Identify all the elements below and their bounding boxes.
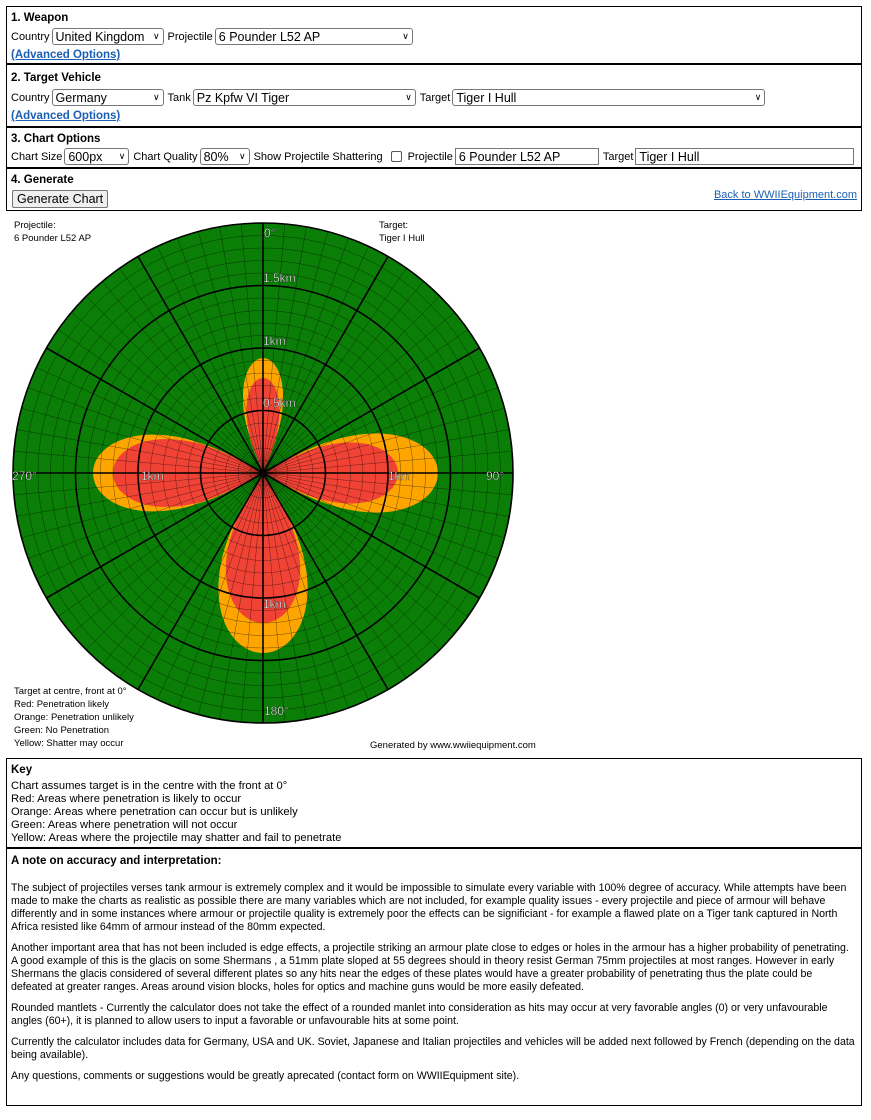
range-label-bottom-1km: 1km <box>263 597 286 611</box>
key-line: Yellow: Areas where the projectile may shatter and fail to penetrate <box>11 832 342 844</box>
target-name: Tiger I Hull <box>379 233 425 244</box>
weapon-country-select[interactable]: United Kingdom ∨ <box>52 28 164 45</box>
range-label-top-1km: 1km <box>263 334 286 348</box>
key-lines <box>11 780 341 845</box>
target-country-label: Country <box>11 91 50 104</box>
note-paragraph: Any questions, comments or suggestions would be greatly aprecated (contact form on WWIIEquipment site). <box>11 1070 520 1082</box>
options-projectile-input[interactable]: 6 Pounder L52 AP <box>455 148 599 165</box>
legend-line: Orange: Penetration unlikely <box>14 712 134 723</box>
angle-label-left: 270° <box>12 469 37 483</box>
target-caption: Target: <box>379 220 409 231</box>
chart-size-select[interactable]: 600px ∨ <box>64 148 129 165</box>
range-label-top-1-5km: 1.5km <box>263 271 296 285</box>
range-label-left-1km: 1km <box>141 469 164 483</box>
note-body <box>11 882 855 1091</box>
target-title: 2. Target Vehicle <box>11 72 101 84</box>
target-panel <box>6 64 862 127</box>
shatter-checkbox[interactable] <box>391 151 402 162</box>
key-line: Green: Areas where penetration will not occur <box>11 819 238 831</box>
chevron-down-icon: ∨ <box>152 92 160 102</box>
back-to-site-link[interactable]: Back to WWIIEquipment.com <box>713 189 857 201</box>
legend-line: Yellow: Shatter may occur <box>14 738 124 749</box>
weapon-title: 1. Weapon <box>11 12 69 24</box>
angle-label-right: 90° <box>486 469 505 483</box>
legend-line: Target at centre, front at 0° <box>14 686 127 697</box>
weapon-projectile-select[interactable]: 6 Pounder L52 AP ∨ <box>215 28 413 45</box>
note-paragraph: Another important area that has not been included is edge effects, a projectile striking an armour plate close to edges or holes in the armour has a higher probability of penetrating. A good example of this is the glacis on some Shermans , a 51mm plate sloped at 55 degrees should in theory resist German 75mm projectiles at most ranges. However in early Shermans the glacis considered of several different plates so any hits near the edges of these plates would have a greater probability of penetrating thus the plate could be defeated at greater ranges. Areas around vision blocks, holes for optics and machine guns would be more easily defeated. <box>11 942 849 993</box>
shatter-label: Show Projectile Shattering <box>253 150 383 163</box>
generate-panel <box>6 168 862 211</box>
key-line: Red: Areas where penetration is likely to occur <box>11 793 242 805</box>
weapon-country-label: Country <box>11 30 50 43</box>
chart-area <box>6 211 862 758</box>
chart-quality-label: Chart Quality <box>133 150 198 163</box>
note-paragraph: Rounded mantlets - Currently the calculator does not take the effect of a rounded manlet into consideration as hits may occur at very favorable angles (0) or very unfavourable angles (60+), it is planned to allow users to input a favorable or unfavourable hits at some point. <box>11 1002 828 1027</box>
chevron-down-icon: ∨ <box>152 31 160 41</box>
weapon-panel <box>6 6 862 64</box>
chevron-down-icon: ∨ <box>238 151 246 161</box>
weapon-advanced-options-link[interactable]: (Advanced Options) <box>11 49 121 61</box>
angle-label-top: 0° <box>264 226 276 240</box>
chevron-down-icon: ∨ <box>405 92 412 102</box>
target-tank-select[interactable]: Pz Kpfw VI Tiger ∨ <box>193 89 416 106</box>
chart-size-label: Chart Size <box>11 150 63 163</box>
angle-label-bottom: 180° <box>264 704 289 718</box>
key-line: Orange: Areas where penetration can occur but is unlikely <box>11 806 298 818</box>
options-target-input[interactable]: Tiger I Hull <box>635 148 854 165</box>
weapon-projectile-label: Projectile <box>167 30 213 43</box>
chart-credit: Generated by www.wwiiequipment.com <box>370 740 536 751</box>
penetration-polar-chart <box>6 218 516 728</box>
legend-line: Red: Penetration likely <box>14 699 110 710</box>
note-paragraph: The subject of projectiles verses tank armour is extremely complex and it would be impossible to simulate every variable with 100% degree of accuracy. While attempts have been made to make the charts as realistic as possible there are many variables which are not included, for example quality issues - every projectile and piece of armour will behave differently and in some instances where armour or projectile quality is extremely poor the effects can be significiant - for example a flawed plate on a Tiger tank captured in North Africa resisted like 64mm of armour instead of the 80mm expected. <box>11 882 847 933</box>
chart-options-title: 3. Chart Options <box>11 133 101 145</box>
projectile-name: 6 Pounder L52 AP <box>14 233 92 244</box>
note-paragraph: Currently the calculator includes data for Germany, USA and UK. Soviet, Japanese and Italian projectiles and vehicles will be added next followed by French (depending on the data being available). <box>11 1036 855 1061</box>
chevron-down-icon: ∨ <box>118 151 126 161</box>
target-country-select[interactable]: Germany ∨ <box>52 89 164 106</box>
chevron-down-icon: ∨ <box>754 92 762 102</box>
legend-line: Green: No Penetration <box>14 725 110 736</box>
note-title: A note on accuracy and interpretation: <box>11 855 222 867</box>
generate-title: 4. Generate <box>11 174 74 186</box>
options-projectile-label: Projectile <box>407 150 453 163</box>
chart-quality-select[interactable]: 80% ∨ <box>200 148 250 165</box>
target-advanced-options-link[interactable]: (Advanced Options) <box>11 110 121 122</box>
key-panel <box>6 758 862 848</box>
target-tank-label: Tank <box>167 91 191 104</box>
generate-chart-button[interactable]: Generate Chart <box>12 190 108 208</box>
target-target-select[interactable]: Tiger I Hull ∨ <box>452 89 765 106</box>
chevron-down-icon: ∨ <box>402 31 409 41</box>
key-line: Chart assumes target is in the centre with the front at 0° <box>11 780 288 792</box>
target-target-label: Target <box>419 91 451 104</box>
chart-options-panel <box>6 127 862 168</box>
accuracy-note-panel <box>6 848 862 1106</box>
projectile-caption: Projectile: <box>14 220 56 231</box>
options-target-label: Target <box>602 150 634 163</box>
range-label-right-1km: 1km <box>388 469 411 483</box>
chart-legend <box>14 685 134 750</box>
range-label-top-0-5km: 0.5km <box>263 396 296 410</box>
key-title: Key <box>11 764 33 776</box>
